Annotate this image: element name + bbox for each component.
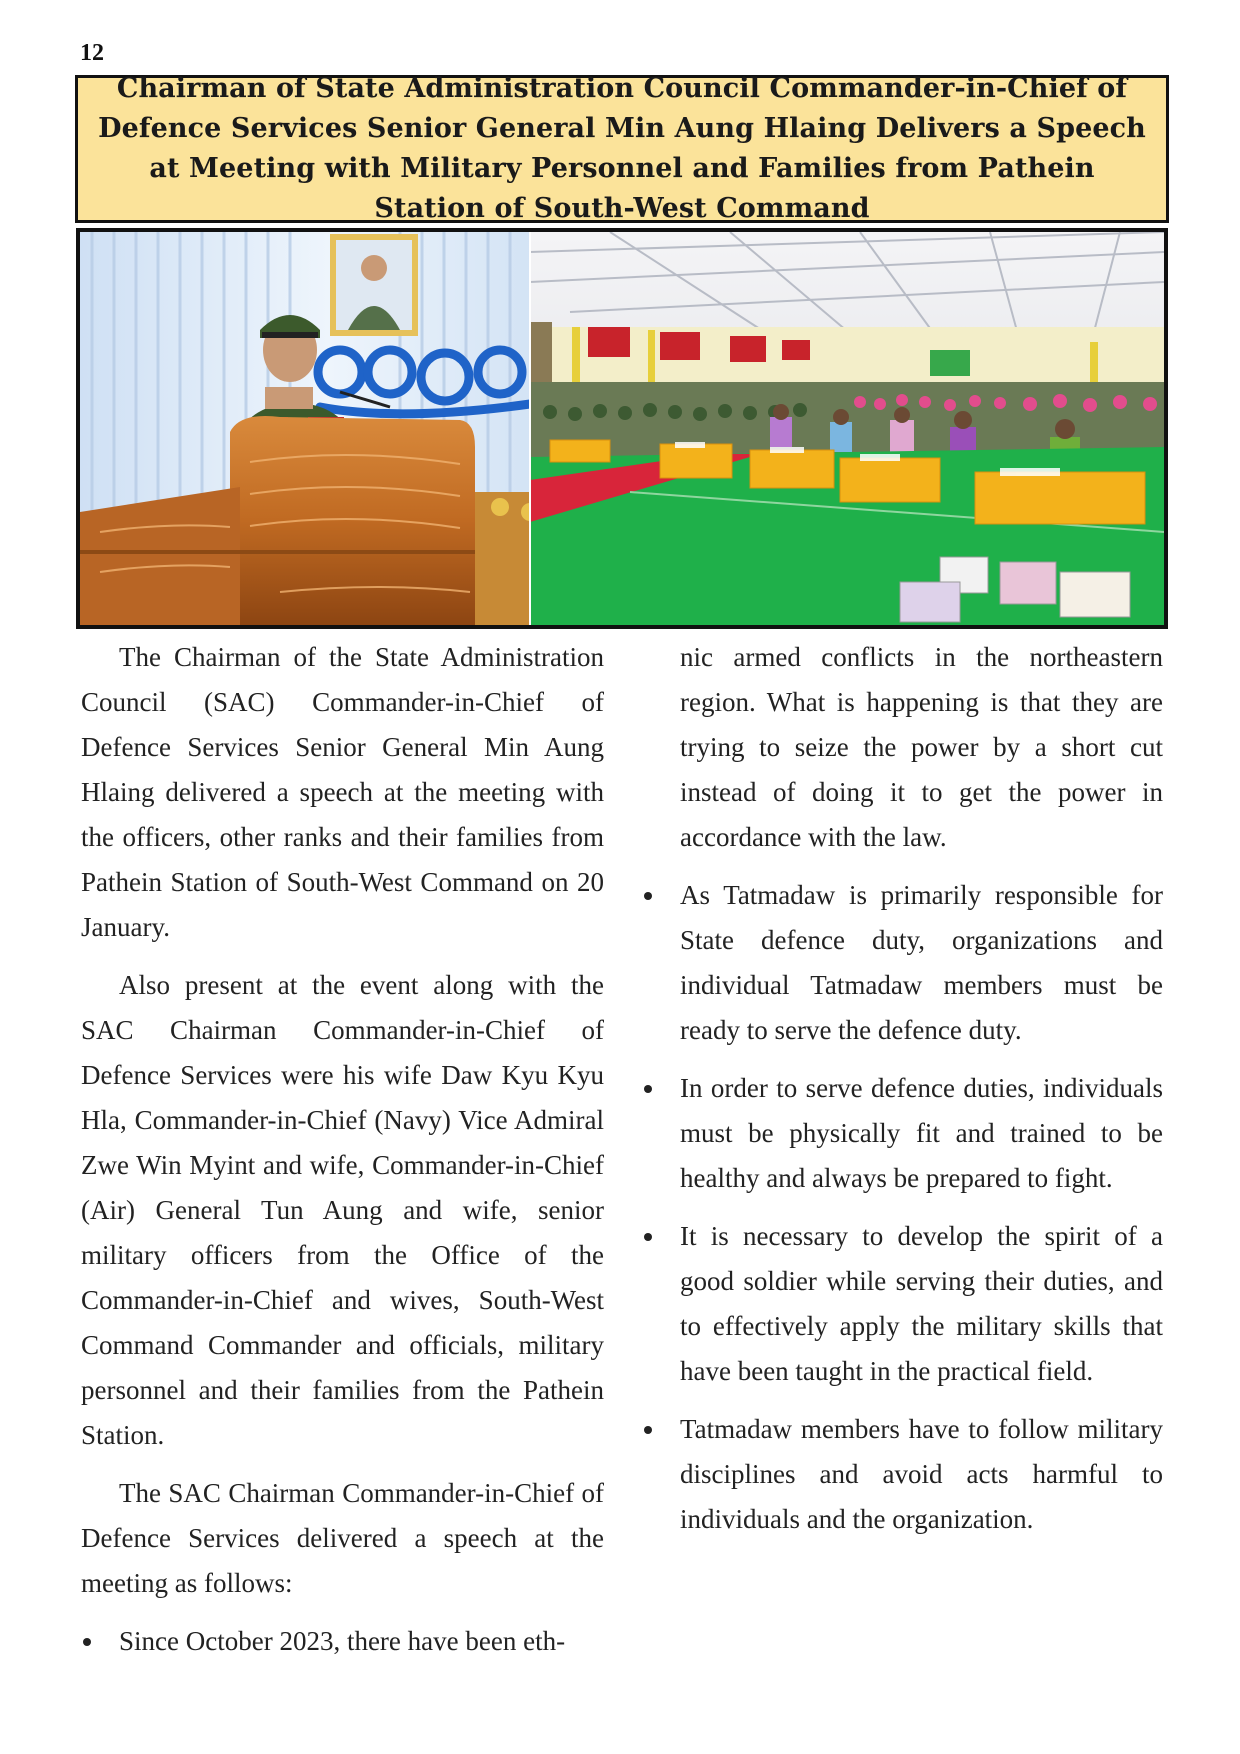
bullet-item [680, 1066, 1163, 1201]
bullet-text: As Tatmadaw is primarily responsible for State defence duty, organizations and individual Tatmadaw members must be ready to serve the defence duty. [680, 880, 1163, 1045]
bullet-icon [644, 1426, 652, 1434]
bullet-text: In order to serve defence duties, individuals must be physically fit and trained to be healthy and always be prepared to fight. [680, 1073, 1163, 1193]
left-column [81, 635, 604, 1677]
title-box [75, 75, 1169, 223]
right-column [680, 635, 1163, 1555]
page-number: 12 [80, 40, 104, 66]
bullet-item [81, 1619, 604, 1664]
bullet-icon [83, 1638, 91, 1646]
bullet-item [680, 1214, 1163, 1394]
photo-frame [76, 228, 1168, 629]
bullet-item [680, 1407, 1163, 1542]
paragraph-3: The SAC Chairman Commander-in-Chief of Defence Services delivered a speech at the meeting as follows: [81, 1478, 604, 1598]
bullet-text: Since October 2023, there have been eth- [119, 1626, 566, 1656]
paragraph-1: The Chairman of the State Administration Council (SAC) Commander-in-Chief of Defence Services Senior General Min Aung Hlaing delivered a speech at the meeting with the officers, other ranks and their families from Pathein Station of South-West Command on 20 January. [81, 642, 604, 942]
bullet-item [680, 873, 1163, 1053]
article-title: Chairman of State Administration Council Commander-in-Chief of Defence Services Senior General Min Aung Hlaing Delivers a Speech at Meeting with Military Personnel and Families from Pathein Station of South-West Command [98, 73, 1146, 224]
photo-audience-hall [530, 232, 1164, 625]
bullet-icon [644, 892, 652, 900]
bullet-icon [644, 1233, 652, 1241]
paragraph-2: Also present at the event along with the SAC Chairman Commander-in-Chief of Defence Services were his wife Daw Kyu Kyu Hla, Commander-in-Chief (Navy) Vice Admiral Zwe Win Myint and wife, Commander-in-Chief (Air) General Tun Aung and wife, senior military officers from the Office of the Commander-in-Chief and wives, South-West Command Commander and officials, military personnel and their families from the Pathein Station. [81, 970, 604, 1450]
bullet-text: It is necessary to develop the spirit of a good soldier while serving their duties, and to effectively apply the military skills that have been taught in the practical field. [680, 1221, 1163, 1386]
bullet-text: Tatmadaw members have to follow military disciplines and avoid acts harmful to individuals and the organization. [680, 1414, 1163, 1534]
bullet-icon [644, 1085, 652, 1093]
bullet-list-start [81, 1619, 604, 1664]
photo-speaker-at-podium [80, 232, 600, 625]
bullet-list [680, 873, 1163, 1542]
bullet-1-continuation: nic armed conflicts in the northeastern region. What is happening is that they are trying to seize the power by a short cut instead of doing it to get the power in accordance with the law. [680, 642, 1163, 852]
